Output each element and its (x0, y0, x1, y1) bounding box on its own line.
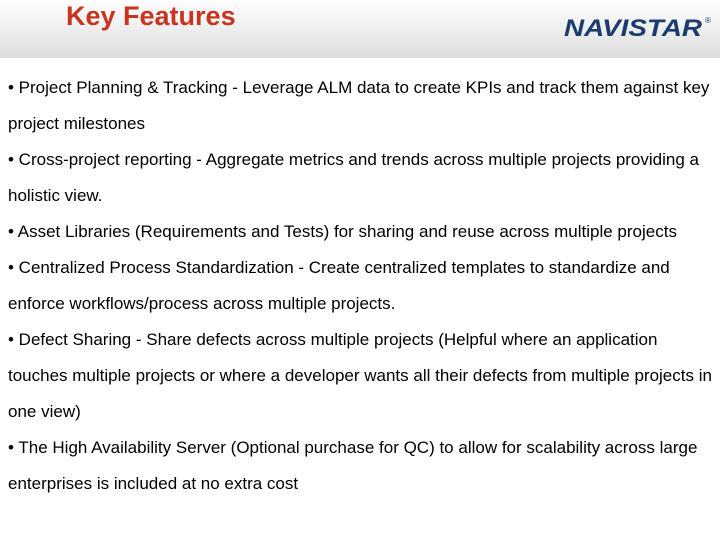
bullet-cross-project-reporting: • Cross-project reporting - Aggregate metrics and trends across multiple projects providing a holistic view. (8, 150, 699, 205)
slide-title: Key Features (66, 1, 236, 31)
navistar-logo (564, 14, 714, 40)
logo-wordmark: NAVISTAR (564, 15, 703, 40)
registered-mark: ® (705, 16, 711, 25)
navistar-logo-graphic (564, 14, 714, 40)
bullet-project-planning: • Project Planning & Tracking - Leverage ALM data to create KPIs and track them against key project milestones (8, 78, 710, 133)
bullet-asset-libraries: • Asset Libraries (Requirements and Tests) for sharing and reuse across multiple projects (8, 222, 677, 241)
bullet-process-standardization: • Centralized Process Standardization - Create centralized templates to standardize and enforce workflows/process across multiple projects. (8, 258, 670, 313)
bullet-defect-sharing: • Defect Sharing - Share defects across multiple projects (Helpful where an application touches multiple projects or where a developer wants all their defects from multiple projects in one view) (8, 330, 712, 421)
bullet-list (8, 70, 716, 502)
bullet-high-availability-server: • The High Availability Server (Optional purchase for QC) to allow for scalability across large enterprises is included at no extra cost (8, 438, 698, 493)
